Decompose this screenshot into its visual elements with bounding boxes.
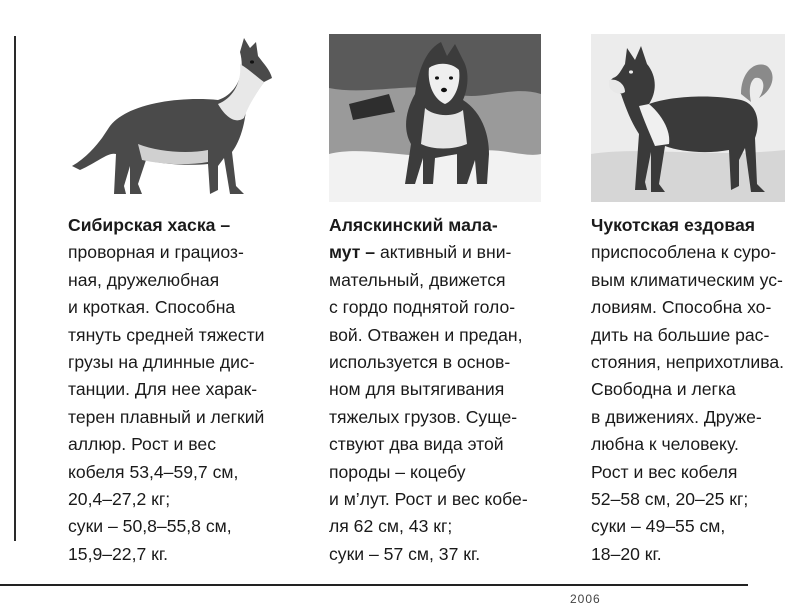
siberian-husky-photo — [68, 34, 282, 202]
description-text: 52–58 см, 20–25 кг; — [591, 489, 749, 510]
description-line — [329, 267, 528, 294]
description-line — [329, 459, 528, 486]
chukotka-sled-dog-photo — [591, 34, 785, 202]
alaskan-malamute-photo — [329, 34, 541, 202]
description-text: любна к человеку. — [591, 434, 739, 455]
description-text: и м’лут. Рост и вес кобе- — [329, 489, 528, 510]
description-line — [591, 322, 784, 349]
description-line — [329, 404, 528, 431]
page-footer: 2006 — [570, 592, 601, 606]
description-line — [68, 513, 265, 540]
description-line — [591, 376, 784, 403]
description-line — [329, 541, 528, 568]
description-text: суки – 50,8–55,8 см, — [68, 516, 232, 537]
description-line — [68, 294, 265, 321]
description-text: кобеля 53,4–59,7 см, — [68, 461, 239, 482]
description-line — [591, 459, 784, 486]
description-line — [329, 513, 528, 540]
description-text: 20,4–27,2 кг; — [68, 489, 171, 510]
description-line — [591, 431, 784, 458]
description-line — [591, 349, 784, 376]
description-line — [68, 404, 265, 431]
description-line — [68, 376, 265, 403]
breed-description — [329, 212, 528, 568]
description-text: тяжелых грузов. Суще- — [329, 406, 518, 427]
description-line — [329, 212, 528, 239]
description-text: грузы на длинные дис- — [68, 352, 255, 373]
description-text: Рост и вес кобеля — [591, 461, 738, 482]
description-line — [68, 267, 265, 294]
description-text: 18–20 кг. — [591, 543, 662, 564]
description-text: суки – 57 см, 37 кг. — [329, 543, 481, 564]
description-line — [329, 376, 528, 403]
description-line — [591, 513, 784, 540]
description-line — [68, 459, 265, 486]
description-text: ном для вытягивания — [329, 379, 505, 400]
description-line — [68, 486, 265, 513]
description-line — [68, 349, 265, 376]
description-text: суки – 49–55 см, — [591, 516, 726, 537]
bottom-rule — [0, 584, 748, 586]
dog-photo-icon — [329, 34, 541, 202]
description-text: ловиям. Способна хо- — [591, 297, 772, 318]
description-text: тянуть средней тяжести — [68, 324, 265, 345]
description-text: мательный, движется — [329, 269, 506, 290]
description-text: Свободна и легка — [591, 379, 736, 400]
description-text: используется в основ- — [329, 352, 511, 373]
description-line — [68, 541, 265, 568]
description-line — [68, 212, 265, 239]
description-text: дить на большие рас- — [591, 324, 770, 345]
description-text: танции. Для нее харак- — [68, 379, 258, 400]
description-line — [591, 212, 784, 239]
description-text: стояния, неприхотлива. — [591, 352, 785, 373]
breed-name: Чукотская ездовая — [591, 215, 756, 235]
description-line — [591, 294, 784, 321]
dog-illustration-icon — [68, 34, 282, 202]
description-text: активный и вни- — [375, 242, 512, 263]
description-line — [68, 322, 265, 349]
description-line — [591, 541, 784, 568]
description-line — [329, 294, 528, 321]
description-text: ная, дружелюбная — [68, 269, 220, 290]
description-text: проворная и грациоз- — [68, 242, 244, 263]
description-line — [591, 239, 784, 266]
description-text: ствуют два вида этой — [329, 434, 504, 455]
margin-rule — [14, 36, 16, 541]
breed-name: Сибирская хаска – — [68, 215, 231, 235]
description-line — [591, 267, 784, 294]
breed-description — [591, 212, 784, 568]
description-text: терен плавный и легкий — [68, 406, 265, 427]
description-line — [68, 239, 265, 266]
description-line — [68, 431, 265, 458]
description-text: вой. Отважен и предан, — [329, 324, 523, 345]
description-text: ля 62 см, 43 кг; — [329, 516, 453, 537]
description-line — [329, 322, 528, 349]
description-text: вым климатическим ус- — [591, 269, 783, 290]
description-text: породы – коцебу — [329, 461, 466, 482]
description-line — [329, 239, 528, 266]
description-line — [591, 404, 784, 431]
description-text: в движениях. Друже- — [591, 406, 762, 427]
breed-name: мут – — [329, 242, 376, 263]
description-line — [329, 431, 528, 458]
description-text: и кроткая. Способна — [68, 297, 236, 318]
dog-photo-icon — [591, 34, 785, 202]
description-text: с гордо поднятой голо- — [329, 297, 516, 318]
description-text: приспособлена к суро- — [591, 242, 777, 263]
breed-description — [68, 212, 265, 568]
description-line — [329, 486, 528, 513]
description-line — [591, 486, 784, 513]
description-text: аллюр. Рост и вес — [68, 434, 217, 455]
description-text: 15,9–22,7 кг. — [68, 543, 169, 564]
breed-name: Аляскинский мала- — [329, 215, 498, 235]
description-line — [329, 349, 528, 376]
